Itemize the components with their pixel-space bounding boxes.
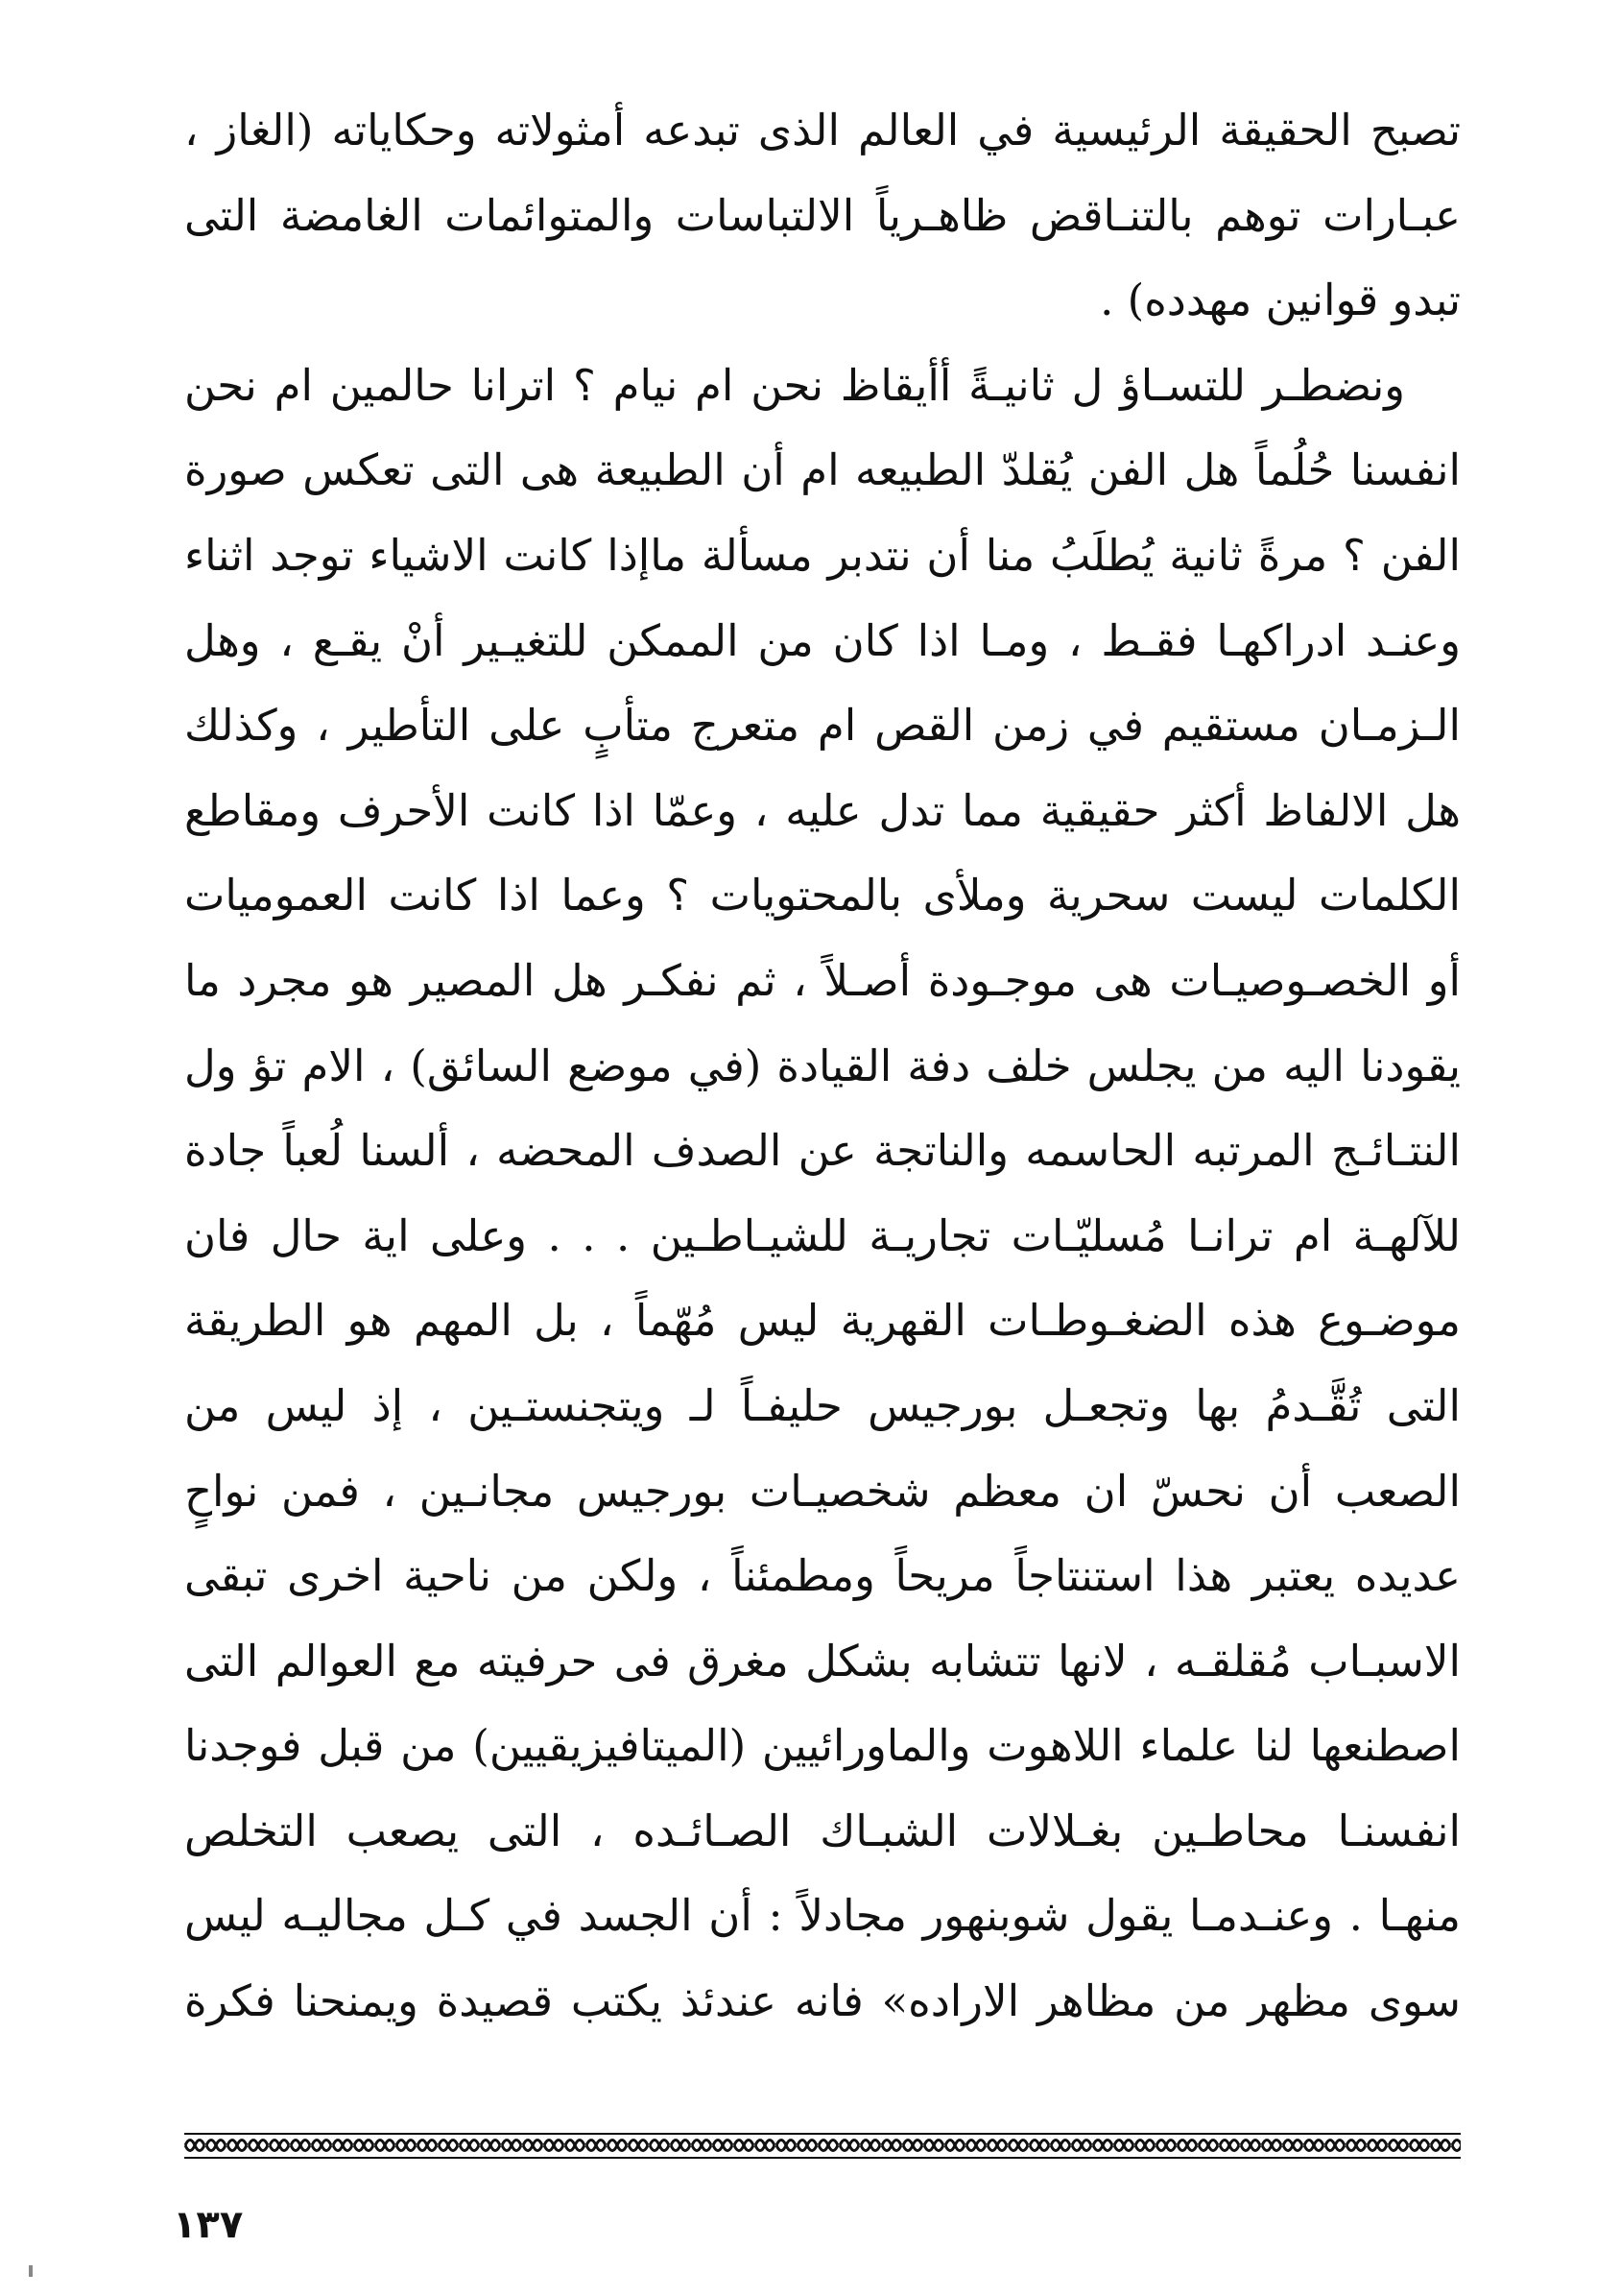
text-line-5: انفسنا حُلُماً هل الفن يُقلدّ الطبيعه ام أن الطبيعة هى التى تعكس صورة [184,444,1461,496]
text-line-15: موضـوع هذه الضغـوطـات القهرية ليس مُهّماً ، بل المهم هو الطريقة [184,1295,1461,1347]
text-line-11: أو الخصـوصيـات هى موجـودة أصـلاً ، ثم نفكـر هل المصير هو مجرد ما [184,954,1461,1006]
text-line-22: منهـا . وعنـدمـا يقول شوبنهور مجادلاً : أن الجسد في كـل مجاليـه ليس [184,1890,1461,1942]
text-line-3: تبدو قوانين مهدده) . [1100,275,1461,326]
body-text [184,88,1461,2045]
page-number: ١٣٧ [173,2203,244,2247]
text-line-19: الاسبـاب مُقلقـه ، لانها تتشابه بشكل مغرق فى حرفيته مع العوالم التى [184,1635,1461,1686]
text-line-4: ونضطـر للتسـاؤ ل ثانيـةً أأيقاظ نحن ام نيام ؟ اترانا حالمين ام نحن [184,359,1405,411]
text-line-1: تصبح الحقيقة الرئيسية في العالم الذى تبدعه أمثولاته وحكاياته (الغاز ، [184,105,1461,155]
text-line-16: التى تُقَّـدمُ بها وتجعـل بورجيس حليفـاً لـ ويتجنستـين ، إذ ليس من [184,1379,1461,1431]
text-line-8: الـزمـان مستقيم في زمن القص ام متعرج متأبٍ على التأطير ، وكذلك [184,700,1461,752]
text-line-10: الكلمات ليست سحرية وملأى بالمحتويات ؟ وعما اذا كانت العموميات [184,870,1461,921]
scan-mark [29,2265,33,2277]
text-line-14: للآلهـة ام ترانـا مُسليّـات تجاريـة للشيـاطـين . . . وعلى اية حال فان [184,1209,1461,1261]
text-line-12: يقودنا اليه من يجلس خلف دفة القيادة (في موضع السائق) ، الام تؤ ول [184,1040,1461,1091]
ornamental-divider [184,2131,1461,2160]
text-line-23: سوى مظهر من مظاهر الاراده» فانه عندئذ يكتب قصيدة ويمنحنا فكرة [184,1975,1461,2027]
text-line-7: وعنـد ادراكهـا فقـط ، ومـا اذا كان من الممكن للتغيـير أنْ يقـع ، وهل [184,614,1461,666]
text-line-9: هل الالفاظ أكثر حقيقية مما تدل عليه ، وعمّا اذا كانت الأحرف ومقاطع [184,784,1461,836]
text-line-21: انفسنـا محاطـين بغـلالات الشبـاك الصـائـده ، التى يصعب التخلص [184,1805,1461,1856]
text-line-17: الصعب أن نحسّ ان معظم شخصيـات بورجيس مجانـين ، فمن نواحٍ [184,1465,1461,1517]
text-line-20: اصطنعها لنا علماء اللاهوت والماورائيين (الميتافيزيقيين) من قبل فوجدنا [184,1720,1461,1772]
text-line-13: النتـائـج المرتبه الحاسمه والناتجة عن الصدف المحضه ، ألسنا لُعباً جادة [184,1125,1461,1177]
text-line-18: عديده يعتبر هذا استنتاجاً مريحاً ومطمئناً ، ولكن من ناحية اخرى تبقى [184,1550,1461,1602]
text-line-2: عبـارات توهم بالتنـاقض ظاهـرياً الالتباسات والمتوائمات الغامضة التى [184,189,1461,241]
text-line-6: الفن ؟ مرةً ثانية يُطلَبُ منا أن نتدبر مسألة ماإذا كانت الاشياء توجد اثناء [184,529,1461,581]
